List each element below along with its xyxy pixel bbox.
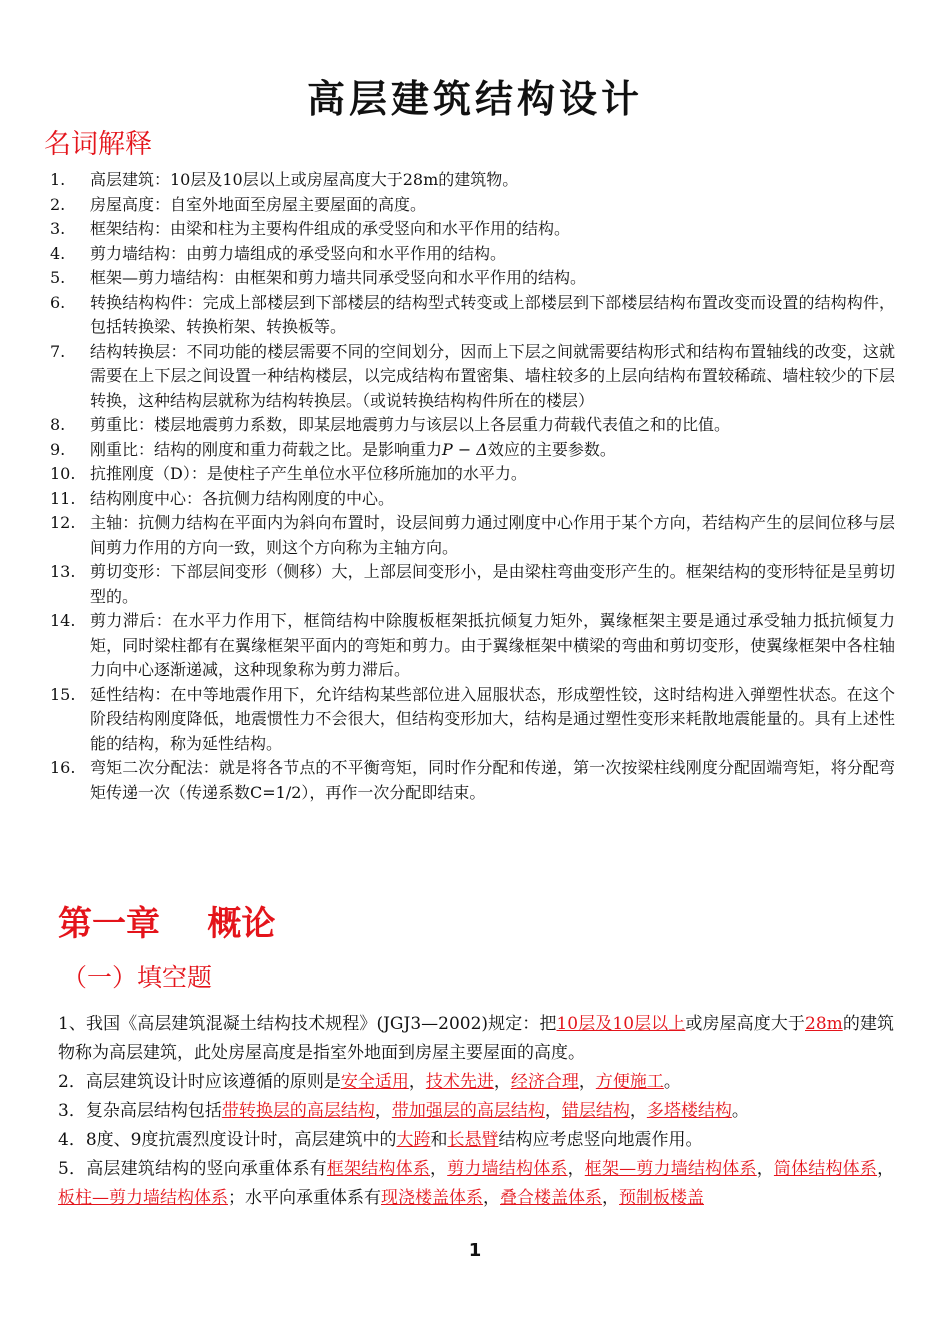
glossary-item-text: 剪力墙结构：由剪力墙组成的承受竖向和水平作用的结构。 <box>90 243 507 263</box>
answer-text: 现浇楼盖体系 <box>381 1188 483 1208</box>
glossary-item-number: 5. <box>50 268 66 287</box>
glossary-text-part: 刚重比：结构的刚度和重力荷载之比。是影响重力 <box>90 439 443 459</box>
answer-text: 长悬臂 <box>447 1130 499 1150</box>
subsection-title: （一）填空题 <box>62 963 213 992</box>
glossary-item <box>50 511 895 560</box>
glossary-item-text: 结构刚度中心：各抗侧力结构刚度的中心。 <box>90 488 395 508</box>
question-paragraph <box>58 1126 894 1155</box>
glossary-item <box>50 462 895 487</box>
glossary-item-text: 高层建筑：10层及10层以上或房屋高度大于28m的建筑物。 <box>90 170 519 189</box>
glossary-item-number: 14. <box>50 611 76 630</box>
question-paragraph <box>58 1010 894 1068</box>
answer-text: 带转换层的高层结构 <box>221 1101 375 1121</box>
question-text: 或房屋高度大于 <box>685 1014 805 1034</box>
answer-text: 筒体结构体系 <box>773 1159 878 1179</box>
question-text: 4．8度、9度抗震烈度设计时，高层建筑中的 <box>58 1130 397 1150</box>
question-text: 和 <box>430 1130 448 1150</box>
glossary-item-number: 2. <box>50 194 66 214</box>
glossary-item-number: 15. <box>50 684 76 704</box>
answer-text: 多塔楼结构 <box>646 1101 732 1121</box>
glossary-item-text: 剪力滞后：在水平力作用下，框筒结构中除腹板框架抵抗倾复力矩外，翼缘框架主要是通过承受轴力抵抗倾复力矩，同时梁柱都有在翼缘框架平面内的弯矩和剪力。由于翼缘框架中横梁的弯曲和剪切变形，使翼缘框架中各柱轴力向中心逐渐递减，这种现象称为剪力滞后。 <box>90 611 895 679</box>
question-text: ， <box>567 1159 585 1179</box>
glossary-item-number: 12. <box>50 513 76 532</box>
glossary-item <box>50 266 895 291</box>
glossary-item-number: 16. <box>50 758 76 777</box>
glossary-item <box>50 217 895 242</box>
glossary-item-text: 框架—剪力墙结构：由框架和剪力墙共同承受竖向和水平作用的结构。 <box>90 268 587 287</box>
question-text: ， <box>602 1188 619 1208</box>
glossary-item <box>50 438 895 463</box>
glossary-item-number: 10. <box>50 464 76 483</box>
glossary-item-text: 主轴：抗侧力结构在平面内为斜向布置时，设层间剪力通过刚度中心作用于某个方向，若结构产生的层间位移与层间剪力作用的方向一致，则这个方向称为主轴方向。 <box>90 513 895 557</box>
glossary-item-text: 房屋高度：自室外地面至房屋主要屋面的高度。 <box>90 194 427 214</box>
answer-text: 技术先进 <box>425 1072 494 1092</box>
glossary-item-number: 9. <box>50 439 66 459</box>
answer-text: 10层及10层以上 <box>556 1014 686 1034</box>
glossary-item-number: 1. <box>50 170 66 189</box>
glossary-item-text: 弯矩二次分配法：就是将各节点的不平衡弯矩，同时作分配和传递，第一次按梁柱线刚度分配固端弯矩，将分配弯矩传递一次（传递系数C=1/2），再作一次分配即结束。 <box>90 758 895 802</box>
answer-text: 框架结构体系 <box>326 1159 431 1179</box>
answer-text: 框架—剪力墙结构体系 <box>584 1159 757 1179</box>
glossary-item-text: 抗推刚度（D）：是使柱子产生单位水平位移所施加的水平力。 <box>90 464 527 483</box>
glossary-item <box>50 560 895 609</box>
glossary-text-part: 效应的主要参数。 <box>487 439 616 459</box>
glossary-item-number: 11. <box>50 488 76 508</box>
answer-text: 叠合楼盖体系 <box>500 1188 602 1208</box>
answer-text: 经济合理 <box>510 1072 579 1092</box>
question-text: 。 <box>663 1072 681 1092</box>
answer-text: 方便施工 <box>595 1072 664 1092</box>
question-text: 的建筑物称为高层建筑，此处房屋高度是指室外地面到房屋主要屋面的高度。 <box>58 1014 895 1063</box>
answer-text: 28m <box>805 1014 843 1034</box>
glossary-item <box>50 683 895 757</box>
question-text: 。 <box>731 1101 749 1121</box>
question-text: 2．高层建筑设计时应该遵循的原则是 <box>58 1072 341 1092</box>
glossary-item <box>50 193 895 218</box>
answer-text: 带加强层的高层结构 <box>391 1101 545 1121</box>
glossary-item <box>50 168 895 193</box>
fill-in-questions <box>58 1010 894 1213</box>
glossary-item-number: 7. <box>50 341 66 361</box>
document-title: 高层建筑结构设计 <box>306 77 643 121</box>
page-number: 1 <box>468 1240 482 1261</box>
answer-text: 预制板楼盖 <box>619 1188 704 1208</box>
answer-text: 大跨 <box>396 1130 431 1150</box>
glossary-item-text: 剪切变形：下部层间变形（侧移）大，上部层间变形小，是由梁柱弯曲变形产生的。框架结构的变形特征是呈剪切型的。 <box>90 562 895 606</box>
question-text: ， <box>629 1101 647 1121</box>
formula: P − Δ <box>442 439 488 459</box>
question-text: ， <box>483 1188 500 1208</box>
glossary-item-number: 8. <box>50 415 66 434</box>
glossary-item <box>50 756 895 805</box>
question-text: ， <box>374 1101 392 1121</box>
chapter-title: 第一章 概论 <box>58 904 276 944</box>
answer-text: 剪力墙结构体系 <box>447 1159 568 1179</box>
question-text: ， <box>877 1159 895 1179</box>
question-text: ， <box>578 1072 596 1092</box>
question-text: 1、我国《高层建筑混凝土结构技术规程》(JGJ3—2002)规定：把 <box>58 1014 557 1034</box>
glossary-item <box>50 487 895 512</box>
question-text: ， <box>756 1159 774 1179</box>
glossary-heading: 名词解释 <box>44 129 152 160</box>
glossary-item-number: 3. <box>50 219 66 238</box>
question-paragraph <box>58 1068 894 1097</box>
question-text: 3．复杂高层结构包括 <box>58 1101 222 1121</box>
question-paragraph <box>58 1097 894 1126</box>
glossary-item-text: 剪重比：楼层地震剪力系数，即某层地震剪力与该层以上各层重力荷载代表值之和的比值。 <box>90 415 731 434</box>
glossary-item-text <box>90 438 895 463</box>
question-text: ；水平向承重体系有 <box>228 1188 381 1208</box>
glossary-item <box>50 413 895 438</box>
glossary-item <box>50 291 895 340</box>
glossary-item-number: 6. <box>50 292 66 312</box>
glossary-item-number: 13. <box>50 562 76 581</box>
glossary-item-text: 结构转换层：不同功能的楼层需要不同的空间划分，因而上下层之间就需要结构形式和结构布置轴线的改变，这就需要在上下层之间设置一种结构楼层，以完成结构布置密集、墙柱较多的上层向结构布置较稀疏、墙柱较少的下层转换，这种结构层就称为结构转换层。（或说转换结构构件所在的楼层） <box>90 341 895 410</box>
question-paragraph <box>58 1155 894 1213</box>
answer-text: 板柱—剪力墙结构体系 <box>58 1188 228 1208</box>
question-text: 结构应考虑竖向地震作用。 <box>498 1130 703 1150</box>
glossary-item <box>50 340 895 414</box>
question-text: ， <box>430 1159 448 1179</box>
glossary-item <box>50 609 895 683</box>
question-text: 5．高层建筑结构的竖向承重体系有 <box>58 1159 327 1179</box>
answer-text: 错层结构 <box>561 1101 630 1121</box>
glossary-item-text: 框架结构：由梁和柱为主要构件组成的承受竖向和水平作用的结构。 <box>90 219 571 238</box>
question-text: ， <box>408 1072 426 1092</box>
glossary-item <box>50 242 895 267</box>
answer-text: 安全适用 <box>340 1072 409 1092</box>
glossary-item-text: 延性结构：在中等地震作用下，允许结构某些部位进入屈服状态，形成塑性铰，这时结构进入弹塑性状态。在这个阶段结构刚度降低，地震惯性力不会很大，但结构变形加大，结构是通过塑性变形来耗散地震能量的。具有上述性能的结构，称为延性结构。 <box>90 684 895 753</box>
question-text: ， <box>493 1072 511 1092</box>
question-text: ， <box>544 1101 562 1121</box>
glossary-item-text: 转换结构构件：完成上部楼层到下部楼层的结构型式转变或上部楼层到下部楼层结构布置改变而设置的结构构件，包括转换梁、转换桁架、转换板等。 <box>90 292 895 336</box>
glossary-list <box>50 168 895 805</box>
glossary-item-number: 4. <box>50 243 66 263</box>
